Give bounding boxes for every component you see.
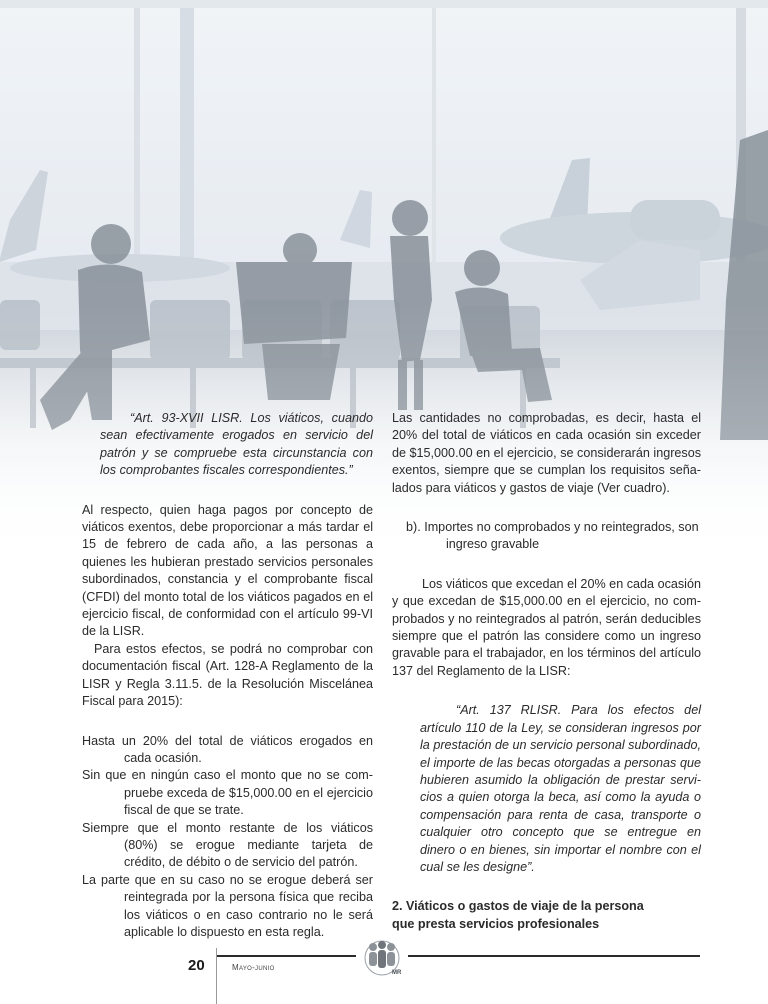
footer-rule	[217, 955, 700, 957]
right-column	[392, 410, 701, 933]
quote-art-93: “Art. 93-XVII LISR. Los viáticos, cuando sean efectivamente erogados en servicio del patrón y se compruebe esta circunstancia con los comprobantes fiscales correspondientes.”	[100, 411, 373, 478]
list-item-b: b). Importes no comprobados y no reintegrados, son ingreso gravable	[406, 520, 699, 552]
condition-item: Siempre que el monto restante de los viáticos (80%) se erogue mediante tarjeta de crédito, de débito o de servicio del patrón.	[82, 820, 373, 870]
condition-item: Sin que en ningún caso el monto que no se compruebe exceda de $15,000.00 en el ejercicio fiscal de que se trate.	[82, 768, 373, 818]
paragraph-viaticos-exentos: Al respecto, quien haga pagos por concepto de viáticos exentos, debe proporcionar a más tardar el 15 de febrero de cada año, a las personas a quienes les hubieran prestado servicios personales subordinados, constancia y el comprobante fiscal (CFDI) del monto total de los viáticos pagados en el ejercicio fiscal, de conformidad con el artículo 99-VI de la LISR.	[82, 502, 373, 639]
section-heading	[392, 898, 701, 933]
paragraph-cantidades-no-comprobadas: Las cantidades no comprobadas, es decir, hasta el 20% del total de viáticos en cada ocasión sin exceder de $15,000.00 en el ejercicio, se considerarán ingresos exentos, siempre que se cumplan los requisitos señalados para viáticos y gastos de viaje (Ver cuadro).	[392, 411, 701, 495]
section-heading-line: que presta servicios profesionales	[392, 916, 600, 931]
paragraph-viaticos-excedentes: Los viáticos que excedan el 20% en cada ocasión y que excedan de $15,000.00 en el ejercicio, no comprobados y no reintegrados al patrón, serán deducibles siempre que el patrón las considere como un ingreso gravable para el trabajador, en los términos del artículo 137 del Reglamento de la LISR:	[392, 576, 701, 678]
issue-label: Mayo-junio	[232, 963, 275, 972]
section-heading-line: 2. Viáticos o gastos de viaje de la persona	[392, 899, 644, 914]
paragraph-no-comprobar: Para estos efectos, se podrá no comprobar con documentación fiscal (Art. 128-A Reglamento de la LISR y Regla 3.11.5. de la Resolución Miscelánea Fiscal para 2015):	[82, 641, 373, 709]
left-column	[82, 410, 373, 941]
page-number: 20	[188, 957, 205, 974]
condition-item: La parte que en su caso no se erogue deberá ser reintegrada por la persona física que reciba los viáticos o en caso contrario no le será aplicable lo dispuesto en esta regla.	[82, 872, 373, 939]
logo-text: MR	[392, 970, 402, 976]
quote-art-137: “Art. 137 RLISR. Para los efectos del artículo 110 de la Ley, se consideran ingresos por la prestación de un servicio personal subordinado, el importe de las becas otorgadas a personas que hubieren asumido la obligación de prestar servicios a quien otorga la beca, así como la ayuda o compensación para renta de casa, transporte o cualquier otro concepto que se entregue en dinero o en bienes, sin importar el nombre con el cual se les designe”.	[420, 703, 701, 874]
publisher-logo	[356, 938, 408, 978]
condition-item: Hasta un 20% del total de viáticos erogados en cada ocasión.	[82, 733, 373, 765]
